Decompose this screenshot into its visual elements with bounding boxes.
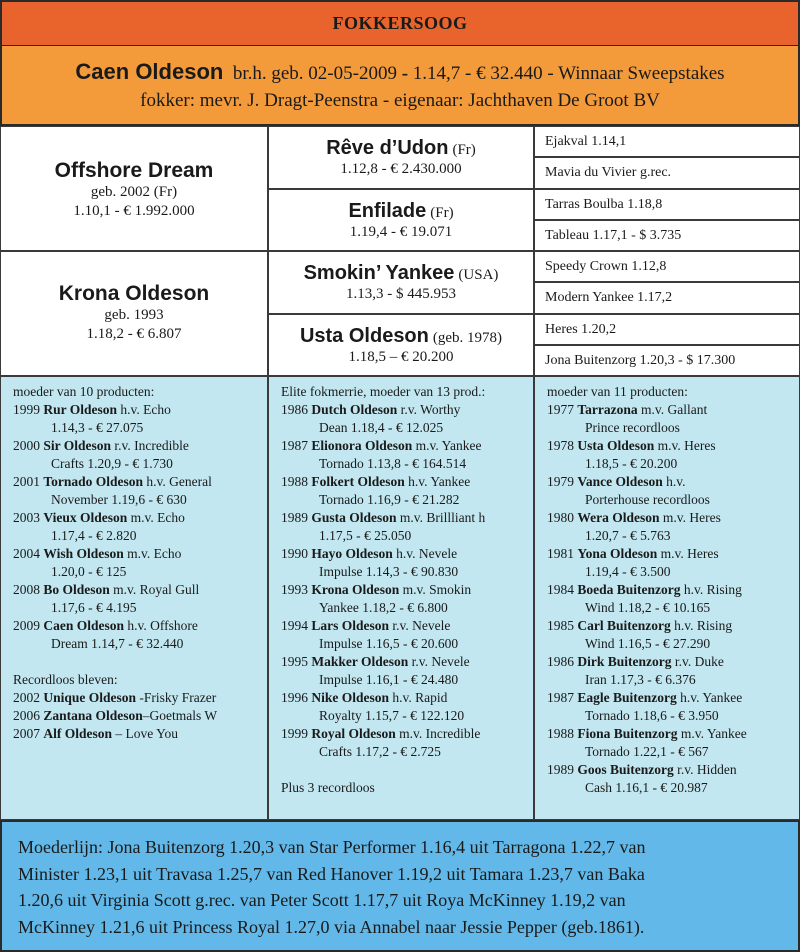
pedigree-ggp: Jona Buitenzorg 1.20,3 - $ 17.300	[534, 345, 800, 376]
progeny-name: Zantana Oldeson	[43, 708, 143, 723]
horse-details: br.h. geb. 02-05-2009	[232, 63, 397, 84]
progeny-record: Tornado 1.16,9 - € 21.282	[319, 492, 460, 507]
progeny-descent: h.v. General	[143, 474, 212, 489]
progeny-year: 1979	[547, 474, 578, 489]
pedigree-table	[0, 126, 800, 376]
progeny-year: 1987	[281, 438, 312, 453]
dam-sire-name: Smokin’ Yankee	[303, 262, 455, 284]
sire-dam-country: (Fr)	[430, 205, 454, 221]
progeny-entry	[13, 545, 267, 563]
progeny-entry	[13, 725, 267, 743]
progeny-record: Cash 1.16,1 - € 20.987	[585, 780, 708, 795]
dam-name: Krona Oldeson	[58, 282, 210, 305]
progeny-entry	[281, 473, 533, 491]
progeny-entry	[13, 401, 267, 419]
progeny-entry	[281, 545, 533, 563]
dam-dam-name: Usta Oldeson	[299, 325, 429, 347]
progeny-descent: h.v.	[662, 474, 686, 489]
progeny-name: Vance Oldeson	[577, 474, 663, 489]
progeny-year: 1989	[547, 762, 578, 777]
progeny-column-grand-dam	[268, 376, 534, 820]
progeny-descent: h.v. Yankee	[404, 474, 471, 489]
moederlijn-line: Minister 1.23,1 uit Travasa 1.25,7 van Red Hanover 1.19,2 uit Tamara 1.23,7 van Baka	[18, 863, 645, 884]
progeny-name: Krona Oldeson	[311, 582, 400, 597]
progeny-year: 1985	[547, 618, 578, 633]
horse-separator: -	[401, 63, 409, 84]
progeny-entry	[281, 617, 533, 635]
progeny-descent: r.v. Nevele	[389, 618, 451, 633]
progeny-record: 1.17,5 - € 25.050	[319, 528, 412, 543]
progeny-entry	[13, 437, 267, 455]
progeny-header: moeder van 11 producten:	[547, 384, 688, 399]
progeny-descent: h.v. Nevele	[392, 546, 458, 561]
progeny-entry	[547, 689, 799, 707]
progeny-year: 1999	[13, 402, 44, 417]
progeny-descent: h.v. Rapid	[389, 690, 448, 705]
progeny-descent: r.v. Worthy	[397, 402, 461, 417]
progeny-entry	[281, 437, 533, 455]
progeny-descent: – Love You	[112, 726, 179, 741]
sire-born: geb. 2002 (Fr)	[90, 184, 178, 200]
progeny-record: Tornado 1.13,8 - € 164.514	[319, 456, 467, 471]
progeny-name: Dirk Buitenzorg	[577, 654, 672, 669]
progeny-entry	[13, 581, 267, 599]
progeny-name: Wera Oldeson	[577, 510, 660, 525]
progeny-descent: m.v. Heres	[654, 438, 716, 453]
progeny-name: Nike Oldeson	[311, 690, 390, 705]
sire-record: 1.10,1 - € 1.992.000	[73, 203, 195, 219]
progeny-entry	[547, 473, 799, 491]
sire-sire-name: Rêve d’Udon	[326, 137, 449, 159]
progeny-name: Bo Oldeson	[43, 582, 110, 597]
progeny-descent: m.v. Heres	[659, 510, 721, 525]
pedigree-ggp: Speedy Crown 1.12,8	[534, 251, 800, 282]
progeny-record: 1.17,4 - € 2.820	[51, 528, 137, 543]
moederlijn-line: McKinney 1.21,6 uit Princess Royal 1.27,0 via Annabel naar Jessie Pepper (geb.1861).	[18, 916, 645, 937]
progeny-year: 2004	[13, 546, 44, 561]
progeny-name: Usta Oldeson	[577, 438, 655, 453]
progeny-name: Rur Oldeson	[43, 402, 118, 417]
progeny-record: Crafts 1.20,9 - € 1.730	[51, 456, 173, 471]
progeny-name: Yona Oldeson	[577, 546, 658, 561]
progeny-name: Goos Buitenzorg	[577, 762, 674, 777]
progeny-footer: Plus 3 recordloos	[281, 780, 375, 795]
progeny-record: November 1.19,6 - € 630	[51, 492, 187, 507]
dam-dam-country: (geb. 1978)	[432, 330, 503, 346]
progeny-descent: r.v. Duke	[671, 654, 724, 669]
spacer	[13, 653, 267, 671]
progeny-descent: m.v. Smokin	[399, 582, 472, 597]
progeny-name: Eagle Buitenzorg	[577, 690, 677, 705]
progeny-name: Hayo Oldeson	[311, 546, 393, 561]
horse-line-1	[2, 58, 798, 87]
progeny-year: 1978	[547, 438, 578, 453]
pedigree-sire-dam	[268, 189, 534, 251]
progeny-column-great-grand-dam	[534, 376, 800, 820]
progeny-name: Wish Oldeson	[43, 546, 124, 561]
progeny-year: 1993	[281, 582, 312, 597]
progeny-record: 1.19,4 - € 3.500	[585, 564, 671, 579]
progeny-entry	[281, 689, 533, 707]
progeny-name: Makker Oldeson	[311, 654, 409, 669]
progeny-record: Yankee 1.18,2 - € 6.800	[319, 600, 448, 615]
moederlijn-line: 1.20,6 uit Virginia Scott g.rec. van Peter Scott 1.17,7 uit Roya McKinney 1.19,2 van	[18, 890, 626, 910]
progeny-entry	[547, 653, 799, 671]
progeny-name: Vieux Oldeson	[43, 510, 128, 525]
progeny-entry	[281, 401, 533, 419]
progeny-year: 1988	[281, 474, 312, 489]
pedigree-ggp: Tableau 1.17,1 - $ 3.735	[534, 220, 800, 251]
progeny-entry	[13, 707, 267, 725]
progeny-year: 1986	[547, 654, 578, 669]
progeny-name: Carl Buitenzorg	[577, 618, 671, 633]
pedigree-dam	[0, 251, 268, 376]
progeny-entry	[547, 509, 799, 527]
progeny-descent: -Frisky Frazer	[136, 690, 217, 705]
progeny-descent: h.v. Rising	[680, 582, 742, 597]
progeny-year: 1988	[547, 726, 578, 741]
progeny-year: 1977	[547, 402, 578, 417]
progeny-name: Dutch Oldeson	[311, 402, 398, 417]
progeny-year: 1981	[547, 546, 578, 561]
progeny-column-sire-dam	[0, 376, 268, 820]
dam-dam-record: 1.18,5 – € 20.200	[348, 349, 454, 365]
horse-record: 1.14,7 - € 32.440 - Winnaar Sweepstakes	[412, 63, 725, 84]
progeny-name: Tarrazona	[577, 402, 638, 417]
dam-record: 1.18,2 - € 6.807	[86, 326, 182, 342]
progeny-record: 1.20,7 - € 5.763	[585, 528, 671, 543]
progeny-descent: r.v. Incredible	[111, 438, 189, 453]
progeny-descent: r.v. Nevele	[408, 654, 470, 669]
progeny-descent: m.v. Incredible	[395, 726, 481, 741]
pedigree-sire	[0, 126, 268, 251]
progeny-header: moeder van 10 producten:	[13, 384, 155, 399]
pedigree-ggp: Modern Yankee 1.17,2	[534, 282, 800, 314]
sire-sire-record: 1.12,8 - € 2.430.000	[340, 161, 462, 177]
progeny-year: 1996	[281, 690, 312, 705]
progeny-record: Prince recordloos	[585, 420, 680, 435]
progeny-name: Sir Oldeson	[43, 438, 112, 453]
progeny-name: Caen Oldeson	[43, 618, 125, 633]
progeny-year: 1987	[547, 690, 578, 705]
progeny-year: 2002	[13, 690, 44, 705]
progeny-section	[0, 376, 800, 820]
progeny-record: Wind 1.16,5 - € 27.290	[585, 636, 711, 651]
progeny-descent: r.v. Hidden	[673, 762, 737, 777]
progeny-descent: m.v. Royal Gull	[109, 582, 200, 597]
progeny-descent: h.v. Offshore	[124, 618, 198, 633]
horse-header	[0, 46, 800, 126]
progeny-year: 2003	[13, 510, 44, 525]
progeny-entry	[281, 509, 533, 527]
progeny-year: 1995	[281, 654, 312, 669]
progeny-year: 2006	[13, 708, 44, 723]
pedigree-ggp: Ejakval 1.14,1	[534, 126, 800, 157]
progeny-record: Crafts 1.17,2 - € 2.725	[319, 744, 441, 759]
spacer	[281, 761, 533, 779]
progeny-descent: m.v. Echo	[127, 510, 185, 525]
progeny-year: 1994	[281, 618, 312, 633]
progeny-year: 1980	[547, 510, 578, 525]
sire-name: Offshore Dream	[54, 159, 214, 182]
progeny-year: 1989	[281, 510, 312, 525]
progeny-record: Dean 1.18,4 - € 12.025	[319, 420, 444, 435]
dam-born: geb. 1993	[104, 307, 164, 323]
progeny-entry	[281, 725, 533, 743]
progeny-record: Impulse 1.14,3 - € 90.830	[319, 564, 459, 579]
moederlijn-line: Moederlijn: Jona Buitenzorg 1.20,3 van Star Performer 1.16,4 uit Tarragona 1.22,7 van	[18, 837, 646, 857]
progeny-subheader: Recordloos bleven:	[13, 672, 118, 687]
progeny-year: 2008	[13, 582, 44, 597]
progeny-year: 2007	[13, 726, 44, 741]
progeny-entry	[281, 653, 533, 671]
progeny-descent: m.v. Brillliant h	[396, 510, 486, 525]
progeny-descent: h.v. Yankee	[676, 690, 743, 705]
progeny-descent: m.v. Yankee	[412, 438, 482, 453]
progeny-record: Porterhouse recordloos	[585, 492, 710, 507]
progeny-record: Impulse 1.16,1 - € 24.480	[319, 672, 459, 687]
horse-breeder-owner: fokker: mevr. J. Dragt-Peenstra - eigenaar: Jachthaven De Groot BV	[140, 90, 660, 111]
sire-dam-name: Enfilade	[348, 200, 427, 222]
progeny-entry	[13, 509, 267, 527]
progeny-name: Tornado Oldeson	[43, 474, 144, 489]
progeny-descent: m.v. Echo	[123, 546, 182, 561]
progeny-record: Iran 1.17,3 - € 6.376	[585, 672, 696, 687]
progeny-descent: m.v. Heres	[657, 546, 719, 561]
progeny-name: Fiona Buitenzorg	[577, 726, 678, 741]
progeny-entry	[547, 581, 799, 599]
pedigree-sire-sire	[268, 126, 534, 189]
progeny-record: Tornado 1.22,1 - € 567	[585, 744, 709, 759]
progeny-descent: h.v. Echo	[117, 402, 171, 417]
progeny-descent: –Goetmals W	[142, 708, 218, 723]
progeny-name: Gusta Oldeson	[311, 510, 397, 525]
progeny-name: Unique Oldeson	[43, 690, 137, 705]
progeny-year: 1990	[281, 546, 312, 561]
progeny-entry	[13, 689, 267, 707]
progeny-record: Impulse 1.16,5 - € 20.600	[319, 636, 459, 651]
sire-dam-record: 1.19,4 - € 19.071	[349, 224, 453, 240]
progeny-year: 1999	[281, 726, 312, 741]
progeny-record: 1.18,5 - € 20.200	[585, 456, 678, 471]
progeny-entry	[547, 437, 799, 455]
progeny-entry	[13, 473, 267, 491]
page-title: FOKKERSOOG	[0, 0, 800, 46]
progeny-name: Alf Oldeson	[43, 726, 113, 741]
progeny-entry	[547, 761, 799, 779]
progeny-name: Boeda Buitenzorg	[577, 582, 681, 597]
moederlijn-section	[0, 820, 800, 952]
sire-sire-country: (Fr)	[452, 142, 476, 158]
pedigree-ggp: Tarras Boulba 1.18,8	[534, 189, 800, 220]
pedigree-ggp: Mavia du Vivier g.rec.	[534, 157, 800, 189]
progeny-entry	[547, 401, 799, 419]
progeny-name: Lars Oldeson	[311, 618, 390, 633]
pedigree-dam-dam	[268, 314, 534, 376]
progeny-name: Elionora Oldeson	[311, 438, 413, 453]
dam-sire-record: 1.13,3 - $ 445.953	[346, 286, 456, 302]
progeny-entry	[547, 545, 799, 563]
progeny-name: Royal Oldeson	[311, 726, 396, 741]
progeny-entry	[13, 617, 267, 635]
progeny-record: 1.17,6 - € 4.195	[51, 600, 137, 615]
progeny-descent: m.v. Gallant	[637, 402, 708, 417]
progeny-year: 2001	[13, 474, 44, 489]
progeny-year: 2009	[13, 618, 44, 633]
progeny-descent: h.v. Rising	[670, 618, 733, 633]
progeny-record: Dream 1.14,7 - € 32.440	[51, 636, 184, 651]
dam-sire-country: (USA)	[458, 267, 499, 283]
progeny-descent: m.v. Yankee	[677, 726, 747, 741]
progeny-entry	[547, 617, 799, 635]
progeny-header: Elite fokmerrie, moeder van 13 prod.:	[281, 384, 486, 399]
progeny-record: Royalty 1.15,7 - € 122.120	[319, 708, 465, 723]
progeny-year: 1984	[547, 582, 578, 597]
progeny-year: 1986	[281, 402, 312, 417]
pedigree-dam-sire	[268, 251, 534, 314]
progeny-name: Folkert Oldeson	[311, 474, 405, 489]
progeny-entry	[547, 725, 799, 743]
progeny-record: Wind 1.18,2 - € 10.165	[585, 600, 711, 615]
progeny-entry	[281, 581, 533, 599]
progeny-record: 1.20,0 - € 125	[51, 564, 127, 579]
progeny-record: Tornado 1.18,6 - € 3.950	[585, 708, 719, 723]
progeny-record: 1.14,3 - € 27.075	[51, 420, 144, 435]
pedigree-ggp: Heres 1.20,2	[534, 314, 800, 345]
progeny-year: 2000	[13, 438, 44, 453]
horse-name: Caen Oldeson	[75, 59, 224, 84]
